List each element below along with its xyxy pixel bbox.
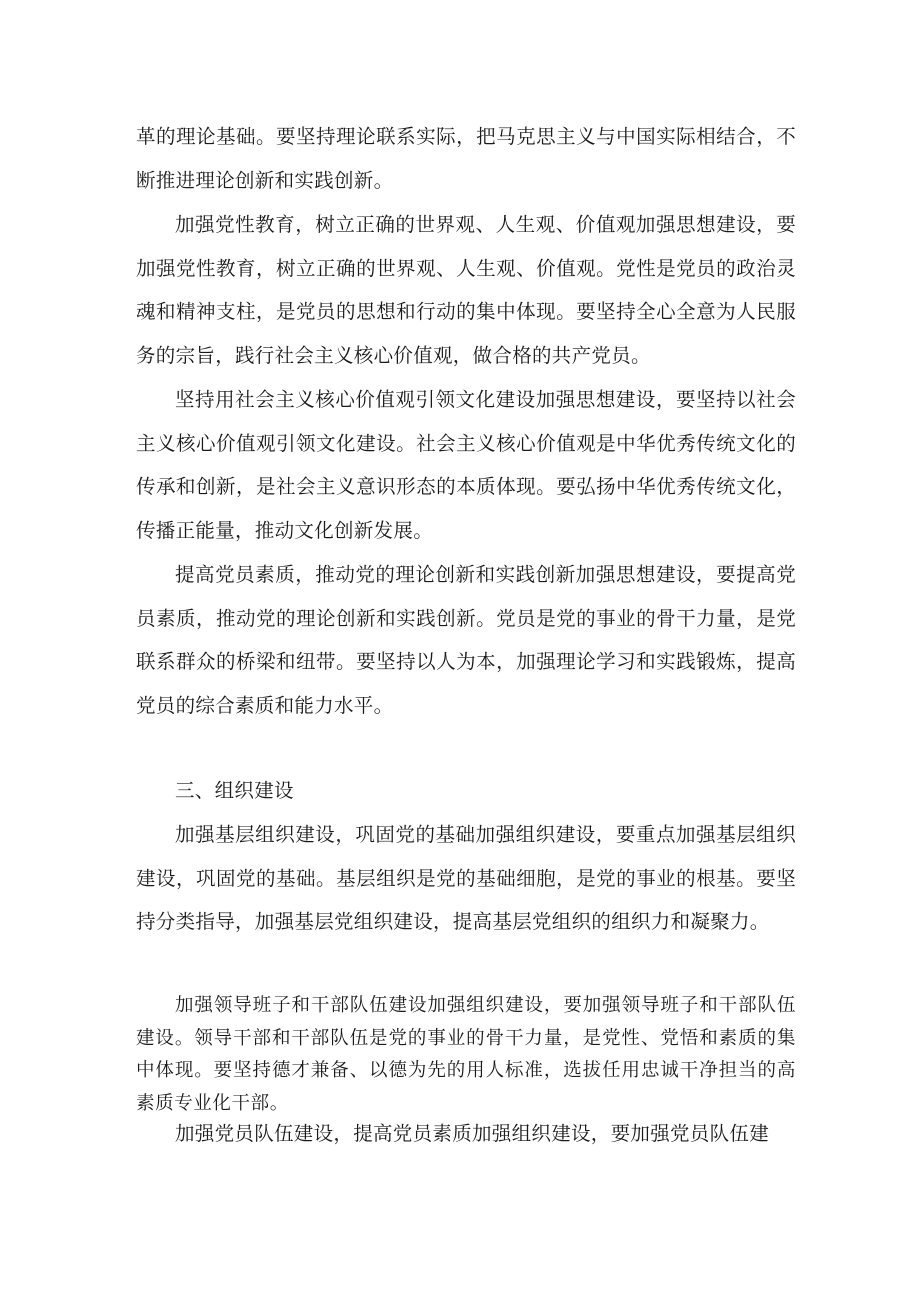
paragraph-leadership-cadres: 加强领导班子和干部队伍建设加强组织建设，要加强领导班子和干部队伍建设。领导干部和干部队伍是党的事业的骨干力量，是党性、党悟和素质的集中体现。要坚持德才兼备、以德为先的用人标准，选拔任用忠诚干净担当的高素质专业化干部。 — [136, 995, 796, 1114]
paragraph-grassroots-organization: 加强基层组织建设，巩固党的基础加强组织建设，要重点加强基层组织建设，巩固党的基础。基层组织是党的基础细胞，是党的事业的根基。要坚持分类指导，加强基层党组织建设，提高基层党组织的组织力和凝聚力。 — [136, 823, 796, 934]
section-heading-organization: 三、组织建设 — [175, 779, 294, 802]
paragraph-member-team: 加强党员队伍建设，提高党员素质加强组织建设，要加强党员队伍建 — [175, 1122, 770, 1145]
paragraph-member-quality: 提高党员素质，推动党的理论创新和实践创新加强思想建设，要提高党员素质，推动党的理论创新和实践创新。党员是党的事业的骨干力量，是党联系群众的桥梁和纽带。要坚持以人为本，加强理论学习和实践锻炼，提高党员的综合素质和能力水平。 — [136, 563, 796, 718]
paragraph-theory-basis: 革的理论基础。要坚持理论联系实际，把马克思主义与中国实际相结合，不断推进理论创新和实践创新。 — [136, 125, 796, 192]
paragraph-party-education: 加强党性教育，树立正确的世界观、人生观、价值观加强思想建设，要加强党性教育，树立正确的世界观、人生观、价值观。党性是党员的政治灵魂和精神支柱，是党员的思想和行动的集中体现。要坚持全心全意为人民服务的宗旨，践行社会主义核心价值观，做合格的共产党员。 — [136, 213, 796, 368]
paragraph-core-values: 坚持用社会主义核心价值观引领文化建设加强思想建设，要坚持以社会主义核心价值观引领文化建设。社会主义核心价值观是中华优秀传统文化的传承和创新，是社会主义意识形态的本质体现。要弘扬中华优秀传统文化，传播正能量，推动文化创新发展。 — [136, 388, 796, 543]
